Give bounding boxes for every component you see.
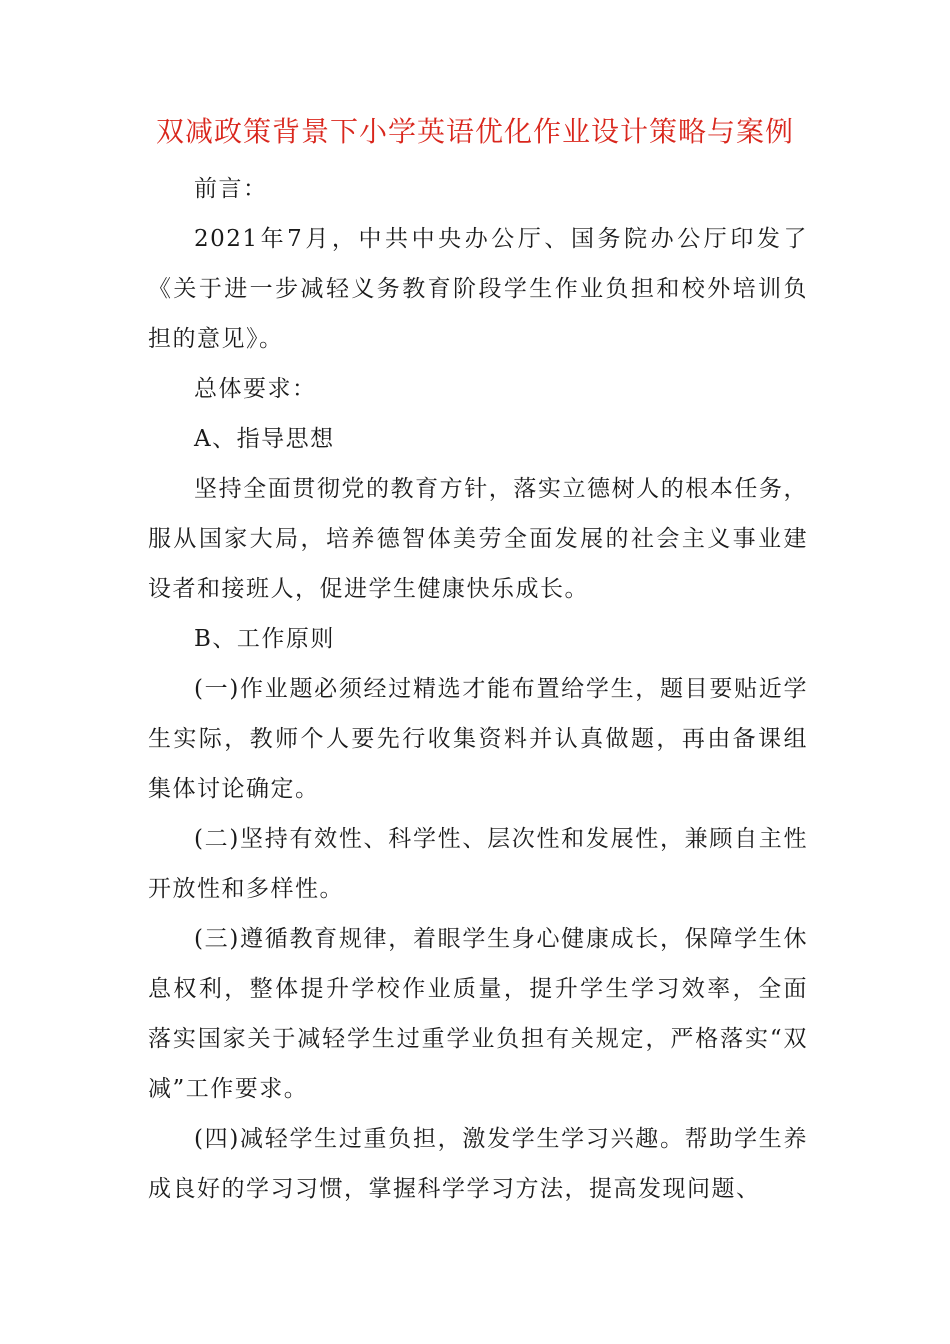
paragraph-principle-3: (三)遵循教育规律，着眼学生身心健康成长，保障学生休息权利，整体提升学校作业质量，提升学生学习效率，全面落实国家关于减轻学生过重学业负担有关规定，严格落实“双减”工作要求。	[148, 926, 808, 1102]
paragraph-principle-4: (四)减轻学生过重负担，激发学生学习兴趣。帮助学生养成良好的学习习惯，掌握科学学习方法，提高发现问题、	[148, 1126, 808, 1202]
paragraph-general-requirements: 总体要求：	[194, 376, 317, 402]
paragraph-guiding-ideology: 坚持全面贯彻党的教育方针，落实立德树人的根本任务，服从国家大局，培养德智体美劳全面发展的社会主义事业建设者和接班人，促进学生健康快乐成长。	[148, 476, 808, 602]
paragraph-principle-2: (二)坚持有效性、科学性、层次性和发展性，兼顾自主性开放性和多样性。	[148, 826, 808, 902]
document-body	[148, 164, 808, 1214]
document-title: 双减政策背景下小学英语优化作业设计策略与案例	[155, 115, 794, 148]
heading-work-principles: B、工作原则	[194, 626, 335, 652]
heading-guiding-ideology: A、指导思想	[194, 426, 335, 452]
paragraph-preface-heading: 前言：	[194, 176, 268, 202]
paragraph-preface-text: 2021年7月，中共中央办公厅、国务院办公厅印发了《关于进一步减轻义务教育阶段学生作业负担和校外培训负担的意见》。	[148, 226, 808, 352]
paragraph-principle-1: (一)作业题必须经过精选才能布置给学生，题目要贴近学生实际，教师个人要先行收集资料并认真做题，再由备课组集体讨论确定。	[148, 676, 808, 802]
